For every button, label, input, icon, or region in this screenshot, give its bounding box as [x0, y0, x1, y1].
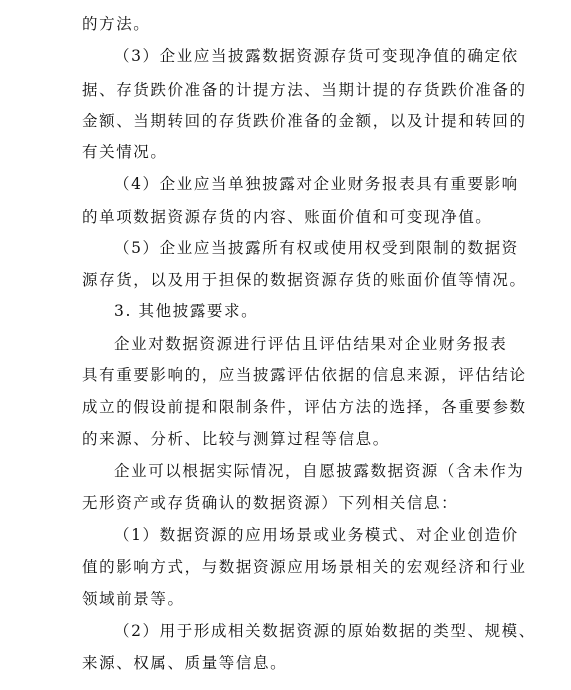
text-line: （3）企业应当披露数据资源存货可变现净值的确定依: [114, 47, 519, 65]
text-line: 具有重要影响的，应当披露评估依据的信息来源，评估结论: [82, 366, 527, 384]
text-line: 值的影响方式，与数据资源应用场景相关的宏观经济和行业: [82, 558, 527, 576]
text-line: 的方法。: [82, 15, 151, 33]
text-line: （5）企业应当披露所有权或使用权受到限制的数据资: [114, 239, 519, 257]
text-line: （2）用于形成相关数据资源的原始数据的类型、规模、: [114, 622, 536, 640]
text-line: 的单项数据资源存货的内容、账面价值和可变现净值。: [82, 208, 493, 226]
text-line: 无形资产或存货确认的数据资源）下列相关信息：: [82, 494, 459, 512]
text-line: 据、存货跌价准备的计提方法、当期计提的存货跌价准备的: [82, 81, 527, 99]
text-line: （1）数据资源的应用场景或业务模式、对企业创造价: [114, 526, 519, 544]
text-line: 金额、当期转回的存货跌价准备的金额，以及计提和转回的: [82, 112, 527, 130]
text-line: 的来源、分析、比较与测算过程等信息。: [82, 430, 390, 448]
text-line: 有关情况。: [82, 143, 168, 161]
text-line: 企业对数据资源进行评估且评估结果对企业财务报表: [114, 335, 508, 353]
text-line: 企业可以根据实际情况，自愿披露数据资源（含未作为: [114, 462, 525, 480]
section-heading: 3. 其他披露要求。: [114, 302, 259, 320]
text-line: 领域前景等。: [82, 590, 185, 608]
text-line: 成立的假设前提和限制条件，评估方法的选择，各重要参数: [82, 398, 527, 416]
text-line: （4）企业应当单独披露对企业财务报表具有重要影响: [114, 175, 519, 193]
text-line: 源存货，以及用于担保的数据资源存货的账面价值等情况。: [82, 271, 527, 289]
text-line: 来源、权属、质量等信息。: [82, 654, 288, 672]
